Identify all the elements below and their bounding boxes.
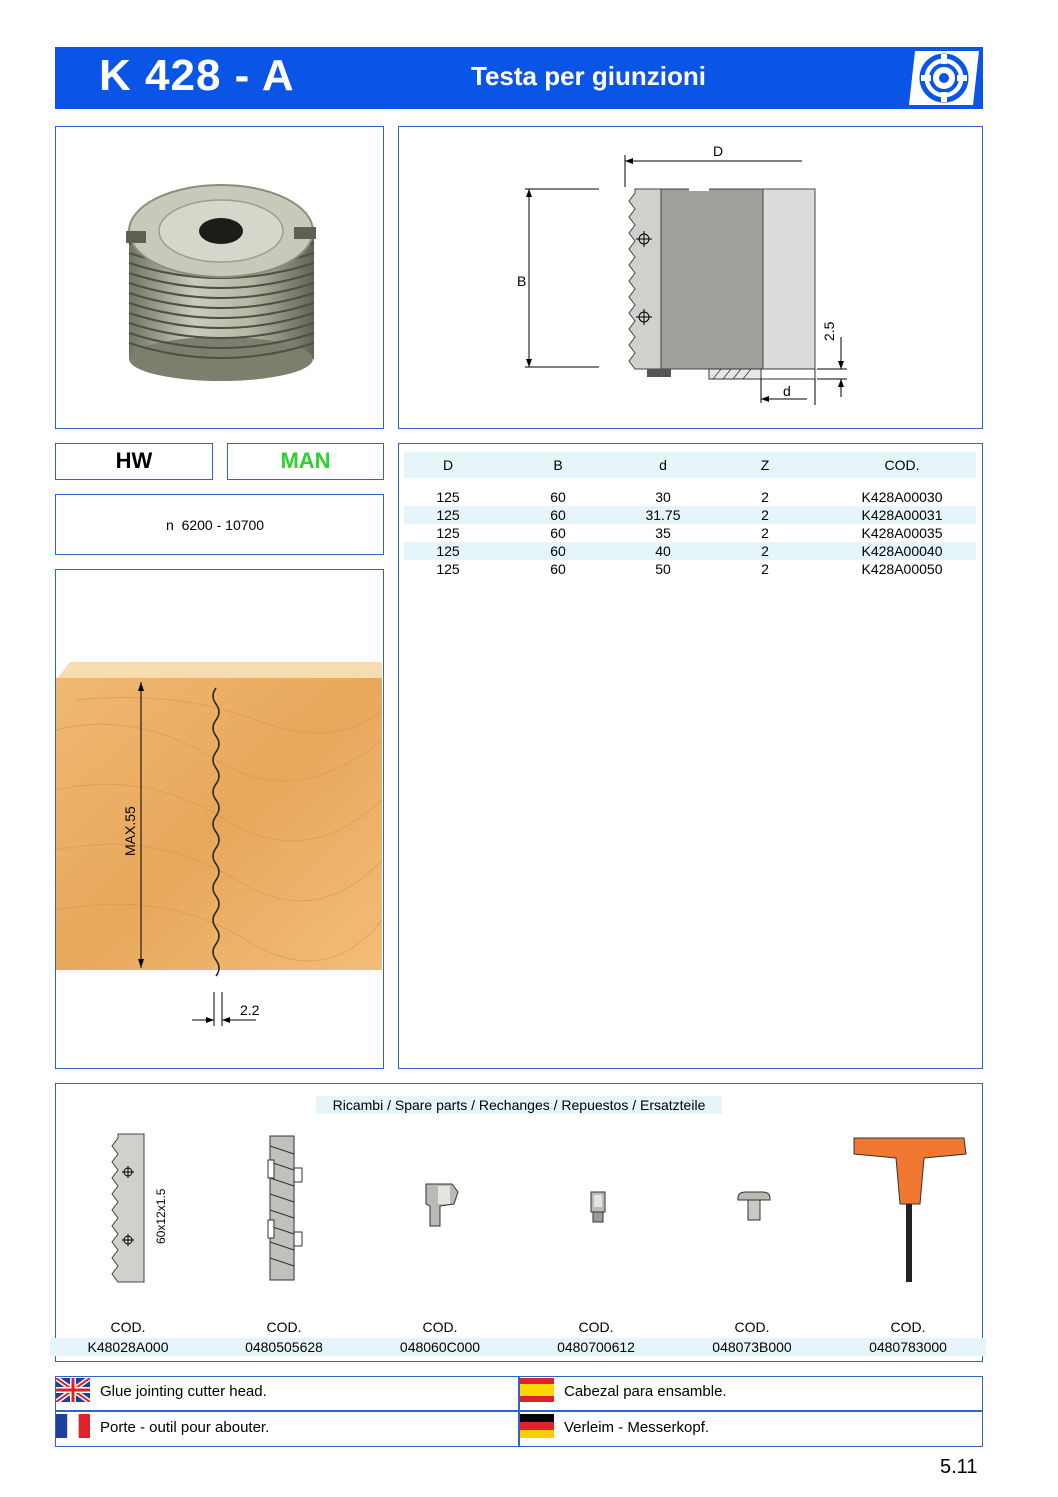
cell-D: 125 [404, 542, 492, 560]
product-code: K 428 - A [99, 51, 295, 100]
spec-table [404, 452, 976, 578]
cell-Z: 2 [702, 542, 828, 560]
cell-B: 60 [550, 489, 566, 505]
cell-D: 125 [404, 506, 492, 524]
cell-D: 125 [436, 489, 460, 505]
col-header-Z: Z [702, 452, 828, 478]
spare-pin-icon [736, 1188, 772, 1224]
france-flag-icon [56, 1414, 90, 1438]
table-row [404, 542, 976, 560]
dim-label-d: d [783, 383, 791, 399]
feed-tag [227, 443, 384, 480]
table-row [404, 524, 976, 542]
spare-cod-value: 0480783000 [830, 1338, 986, 1356]
lang-german: Verleim - Messerkopf. [564, 1419, 710, 1436]
dim-label-2-5: 2.5 [821, 321, 837, 341]
cell-D: 125 [436, 525, 460, 541]
product-title: Testa per giunzioni [471, 61, 706, 91]
spare-screw-icon [588, 1190, 608, 1226]
dim-label-D: D [713, 143, 724, 159]
spare-knife-icon [106, 1132, 146, 1284]
knife-size-label: 60x12x1.5 [154, 1188, 168, 1244]
spare-t-wrench-icon [850, 1130, 970, 1286]
spare-cod-label: COD. [266, 1319, 302, 1335]
joint-profile-box [55, 569, 384, 1069]
cell-B: 60 [550, 561, 566, 577]
cell-cod: K428A00030 [861, 489, 943, 505]
technical-drawing-box [398, 126, 983, 429]
cell-B: 60 [492, 542, 624, 560]
cell-cod: K428A00031 [828, 506, 976, 524]
cell-D: 125 [436, 561, 460, 577]
spare-cod-value: K48028A000 [50, 1338, 206, 1356]
header-bar [55, 47, 983, 109]
spare-parts-title: Ricambi / Spare parts / Rechanges / Repuestos / Ersatzteile [316, 1096, 722, 1114]
feed-tag-label: MAN [280, 448, 331, 473]
spare-cod-label: COD. [578, 1319, 614, 1335]
cell-d: 35 [655, 525, 671, 541]
spare-cod-value: 0480505628 [206, 1338, 362, 1356]
cell-d: 30 [655, 489, 671, 505]
dim-label-B: B [517, 273, 527, 289]
cell-cod: K428A00040 [828, 542, 976, 560]
cross-section-drawing [399, 127, 981, 427]
spare-cod-label: COD. [890, 1319, 926, 1335]
spare-cod-value: 0480700612 [518, 1338, 674, 1356]
lang-french: Porte - outil pour abouter. [100, 1419, 270, 1436]
offset-label: 2.2 [240, 1002, 260, 1018]
spare-wedge-icon [266, 1134, 310, 1282]
uk-flag-icon [56, 1378, 90, 1402]
cell-B: 60 [492, 506, 624, 524]
spare-cod-value: 048073B000 [674, 1338, 830, 1356]
table-row [404, 488, 976, 506]
max-depth-label: MAX.55 [122, 806, 138, 856]
spare-cod-label: COD. [110, 1319, 146, 1335]
speed-range: n 6200 - 10700 [166, 517, 265, 533]
cell-cod: K428A00035 [861, 525, 943, 541]
spare-cod-value: 048060C000 [362, 1338, 518, 1356]
table-header-row [404, 452, 976, 478]
speed-box [55, 494, 384, 555]
cell-Z: 2 [702, 506, 828, 524]
cell-d: 50 [655, 561, 671, 577]
product-photo-box [55, 126, 384, 429]
cell-Z: 2 [761, 489, 769, 505]
lang-spanish: Cabezal para ensamble. [564, 1383, 727, 1400]
cell-cod: K428A00050 [861, 561, 943, 577]
col-header-D: D [404, 452, 492, 478]
lang-english: Glue jointing cutter head. [100, 1383, 267, 1400]
table-row [404, 560, 976, 578]
col-header-d: d [624, 452, 702, 478]
spare-clamp-icon [422, 1180, 462, 1232]
spain-flag-icon [520, 1378, 554, 1402]
germany-flag-icon [520, 1414, 554, 1438]
table-row [404, 506, 976, 524]
col-header-cod: COD. [828, 452, 976, 478]
spare-cod-label: COD. [734, 1319, 770, 1335]
col-header-B: B [492, 452, 624, 478]
cell-d: 40 [624, 542, 702, 560]
cell-B: 60 [550, 525, 566, 541]
cutter-head-image [56, 127, 382, 427]
material-tag [55, 443, 213, 480]
cell-Z: 2 [761, 561, 769, 577]
material-tag-label: HW [115, 448, 153, 473]
wood-joint-image [56, 570, 382, 1067]
cell-Z: 2 [761, 525, 769, 541]
cell-d: 31.75 [624, 506, 702, 524]
brand-logo-icon [907, 49, 981, 107]
page-number: 5.11 [940, 1456, 978, 1478]
spare-cod-label: COD. [422, 1319, 458, 1335]
